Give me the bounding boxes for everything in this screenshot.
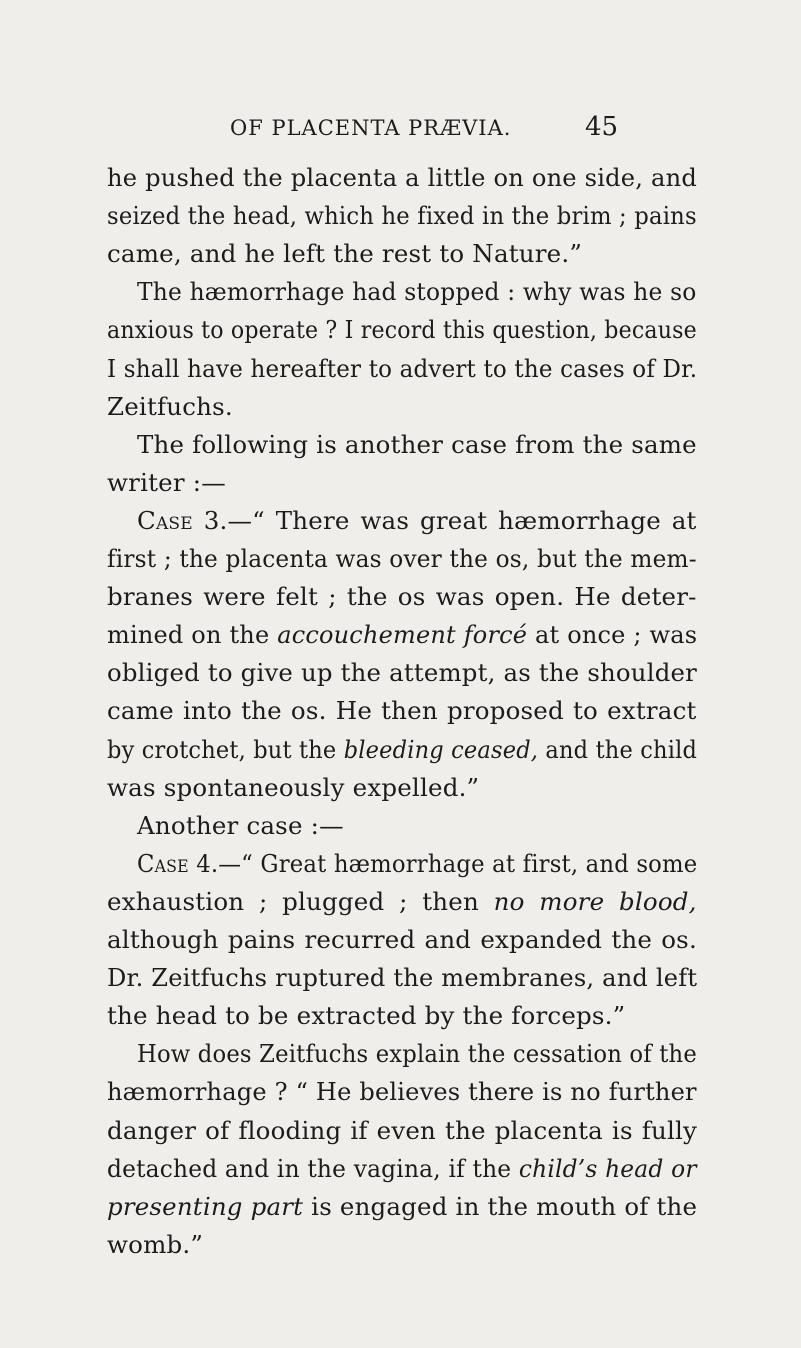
text-segment: seized the head, which he fixed in the brim ; pains <box>107 201 697 231</box>
text-segment: writer :— <box>107 467 226 497</box>
text-segment: How does Zeitfuchs explain the cessation of the <box>137 1039 697 1069</box>
text-segment: the head to be extracted by the forceps.” <box>107 1001 626 1031</box>
text-segment: by crotchet, but the <box>107 734 344 764</box>
text-segment: came into the os. He then proposed to extract <box>107 696 697 726</box>
text-segment: The following is another case from the same <box>137 429 697 459</box>
page-number: 45 <box>585 112 619 142</box>
text-segment: although pains recurred and expanded the os. <box>107 925 697 954</box>
text-line <box>107 883 697 921</box>
text-segment: anxious to operate ? I record this question, because <box>107 315 697 345</box>
text-line <box>137 273 697 311</box>
text-line <box>107 921 697 959</box>
text-line <box>107 731 697 769</box>
text-line <box>107 1150 697 1188</box>
text-segment: danger of flooding if even the placenta is fully <box>107 1115 698 1145</box>
text-line <box>107 997 625 1035</box>
text-line <box>107 197 697 235</box>
italic-text: presenting part <box>107 1191 304 1221</box>
italic-text: child’s head or <box>518 1153 697 1183</box>
text-segment: came, and he left the rest to Nature.” <box>107 239 583 269</box>
running-title: OF PLACENTA PRÆVIA. <box>230 116 512 140</box>
text-line <box>107 350 697 388</box>
text-line <box>137 502 697 540</box>
italic-text: bleeding ceased, <box>343 734 539 764</box>
text-line <box>107 616 697 654</box>
text-segment: The hæmorrhage had stopped : why was he so <box>137 277 697 307</box>
text-line <box>107 1226 203 1264</box>
text-segment: branes were felt ; the os was open. He deter- <box>107 582 697 612</box>
text-segment: at once ; was <box>527 620 698 650</box>
text-segment: he pushed the placenta a little on one side, and <box>107 163 697 192</box>
text-segment: detached and in the vagina, if the <box>107 1153 519 1183</box>
text-line <box>107 654 697 692</box>
text-segment: 3.—“ There was great hæmorrhage at <box>192 505 697 535</box>
text-line <box>137 1035 697 1073</box>
text-segment: Zeitfuchs. <box>107 391 233 421</box>
text-line <box>107 388 233 426</box>
text-segment: is engaged in the mouth of the <box>303 1191 698 1221</box>
text-line <box>107 769 479 807</box>
text-line <box>107 959 697 997</box>
text-line <box>137 426 697 464</box>
text-segment: womb.” <box>107 1229 204 1259</box>
italic-text: accouchement forcé <box>277 620 528 650</box>
text-line <box>107 540 697 578</box>
text-line <box>137 845 697 883</box>
text-line <box>137 807 344 845</box>
text-segment: mined on the <box>107 620 278 650</box>
text-segment: obliged to give up the attempt, as the shoulder <box>107 658 697 688</box>
text-segment: first ; the placenta was over the os, but the mem- <box>107 544 697 573</box>
italic-text: no more blood, <box>493 886 697 916</box>
text-segment: 4.—“ Great hæmorrhage at first, and some <box>188 848 698 878</box>
text-segment: exhaustion ; plugged ; then <box>107 886 494 916</box>
text-segment: Another case :— <box>137 810 344 840</box>
text-segment: was spontaneously expelled.” <box>107 772 480 802</box>
text-line <box>107 692 697 730</box>
text-segment: and the child <box>538 734 698 764</box>
text-line <box>107 311 697 349</box>
text-line <box>107 1073 697 1111</box>
text-line <box>107 578 697 616</box>
text-segment: hæmorrhage ? “ He believes there is no further <box>107 1077 697 1107</box>
text-line <box>107 1188 697 1226</box>
text-segment: I shall have hereafter to advert to the cases of Dr. <box>107 353 698 383</box>
text-segment: Dr. Zeitfuchs ruptured the membranes, and left <box>107 963 698 993</box>
case-label: Case <box>137 505 193 535</box>
text-line <box>107 235 582 273</box>
running-head <box>0 112 801 146</box>
text-line <box>107 159 697 197</box>
text-line <box>107 464 226 502</box>
text-line <box>107 1112 697 1150</box>
case-label: Case <box>137 848 189 878</box>
